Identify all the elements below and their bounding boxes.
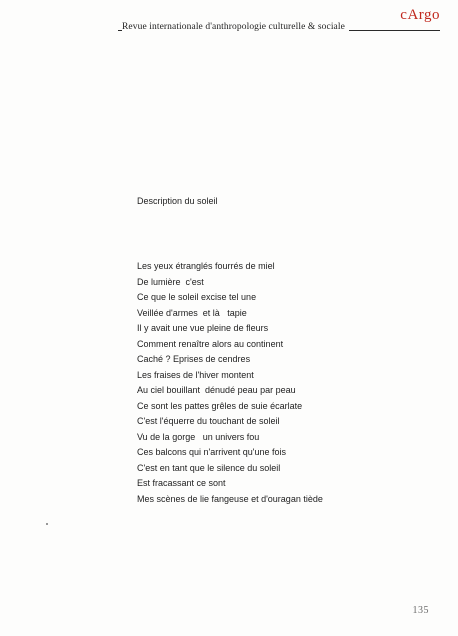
- poem-line: Est fracassant ce sont: [137, 478, 226, 488]
- journal-title: Revue internationale d'anthropologie culturelle & sociale: [122, 22, 349, 32]
- cargo-logo: cArgo: [397, 7, 440, 24]
- poem-line: Ces balcons qui n'arrivent qu'une fois: [137, 447, 287, 457]
- poem-line: Veillée d'armes et là tapie: [137, 307, 247, 318]
- poem-line: C'est l'équerre du touchant de soleil: [137, 416, 280, 426]
- poem-line: Il y avait une vue pleine de fleurs: [137, 323, 269, 333]
- print-speck: [46, 523, 48, 525]
- poem-line: Les yeux étranglés fourrés de miel: [137, 261, 275, 271]
- poem-line: Au ciel bouillant dénudé peau par peau: [137, 385, 296, 395]
- poem-line: C'est en tant que le silence du soleil: [137, 462, 281, 473]
- poem-line: Mes scènes de lie fangeuse et d'ouragan tiède: [137, 493, 323, 504]
- poem-line: De lumière c'est: [137, 276, 204, 287]
- page-number: 135: [412, 605, 429, 616]
- poem-line: Ce que le soleil excise tel une: [137, 292, 257, 302]
- poem-body: [137, 259, 323, 507]
- poem-line: Ce sont les pattes grêles de suie écarlate: [137, 400, 303, 411]
- poem-line: Vu de la gorge un univers fou: [137, 431, 260, 442]
- poem-line: Comment renaître alors au continent: [137, 338, 284, 349]
- poem-line: Les fraises de l'hiver montent: [137, 369, 254, 380]
- poem-title: Description du soleil: [137, 196, 218, 206]
- poem-line: Caché ? Eprises de cendres: [137, 354, 251, 364]
